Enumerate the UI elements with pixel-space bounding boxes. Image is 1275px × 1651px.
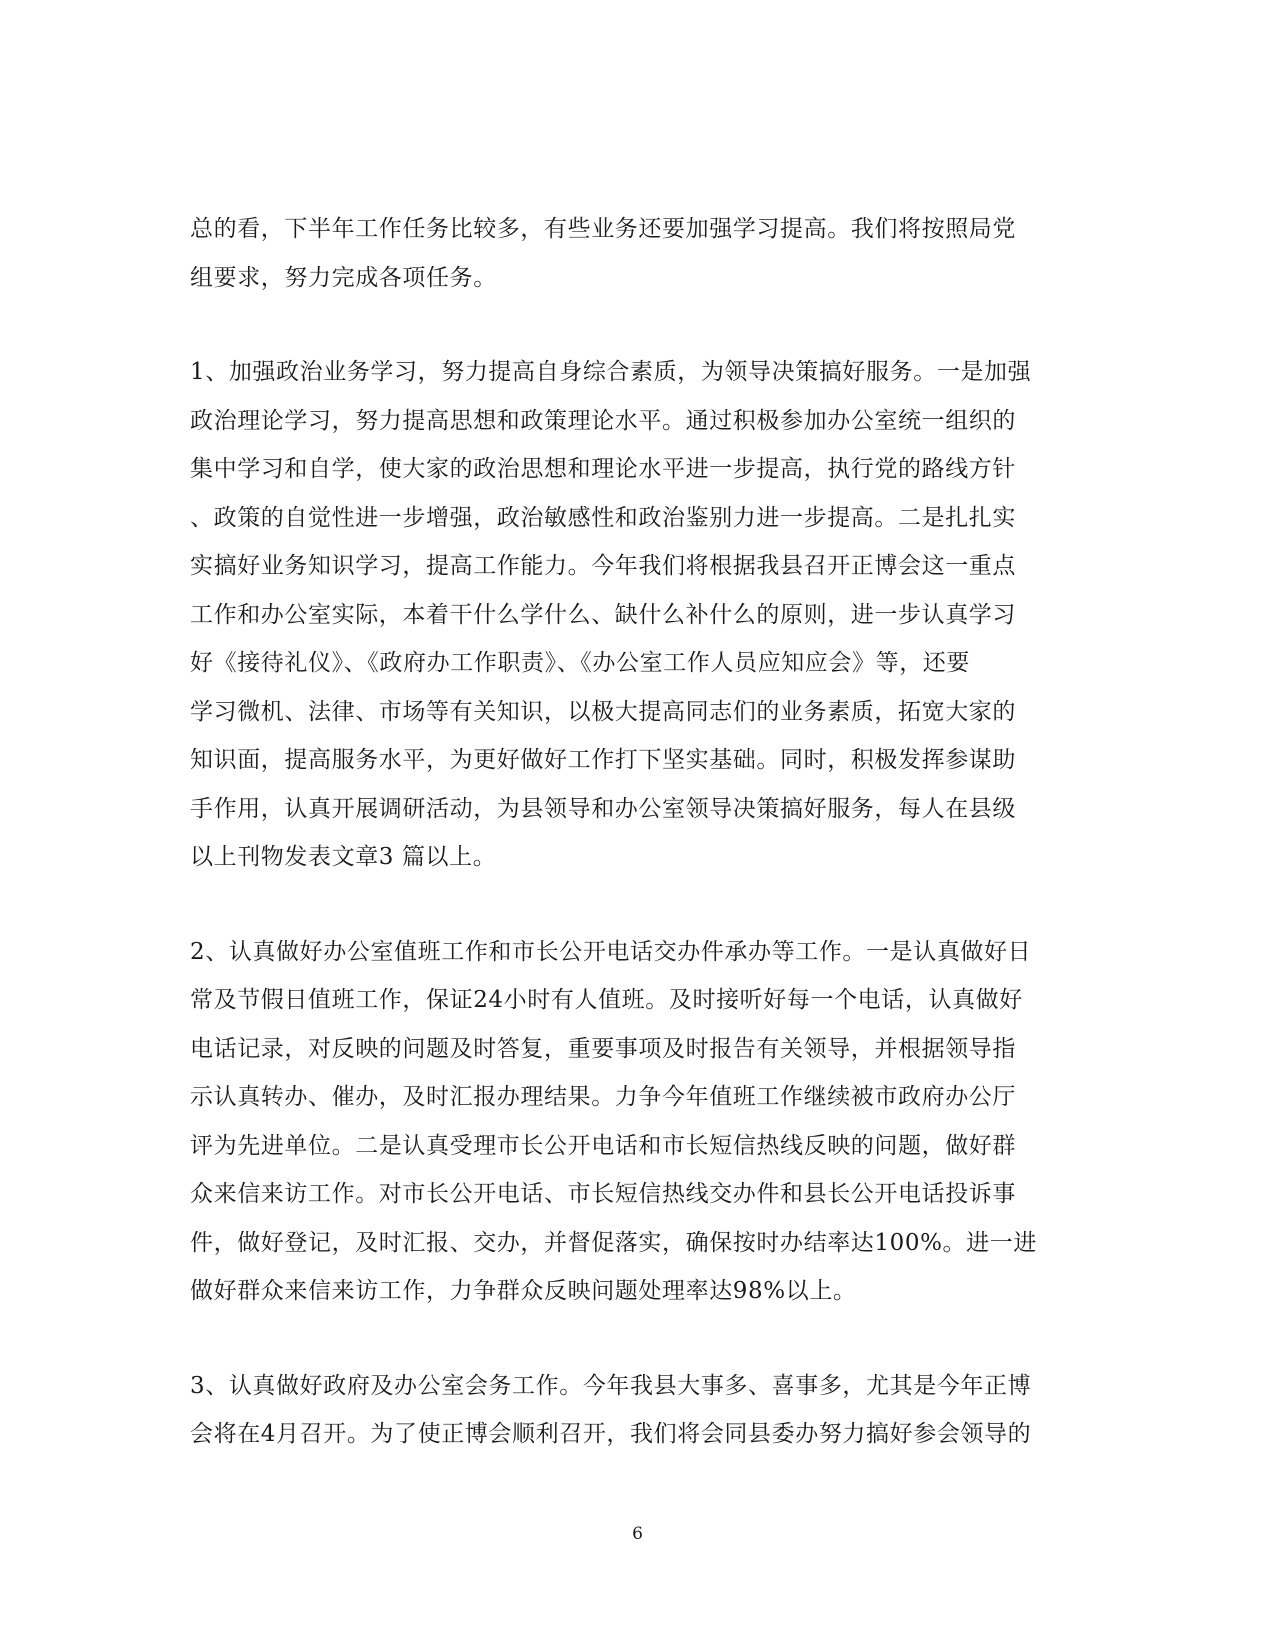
paragraph-item-2 bbox=[190, 928, 1090, 1316]
text-line: 会将在4月召开。为了使正博会顺利召开，我们将会同县委办努力搞好参会领导的 bbox=[190, 1421, 1032, 1447]
text-line: 常及节假日值班工作，保证24小时有人值班。及时接听好每一个电话，认真做好 bbox=[190, 987, 1023, 1013]
text-line: 以上刊物发表文章3 篇以上。 bbox=[190, 844, 497, 870]
text-line: 组要求，努力完成各项任务。 bbox=[190, 264, 497, 291]
text-line: 好《接待礼仪》、《政府办工作职责》、《办公室工作人员应知应会》等，还要 bbox=[190, 650, 970, 676]
text-line: 2、认真做好办公室值班工作和市长公开电话交办件承办等工作。一是认真做好日 bbox=[190, 938, 1032, 965]
text-line: 1、加强政治业务学习，努力提高自身综合素质，为领导决策搞好服务。一是加强 bbox=[190, 359, 1032, 385]
text-line: 集中学习和自学，使大家的政治思想和理论水平进一步提高，执行党的路线方针 bbox=[190, 456, 1016, 482]
text-line: 电话记录，对反映的问题及时答复，重要事项及时报告有关领导，并根据领导指 bbox=[190, 1035, 1016, 1062]
text-line: 3、认真做好政府及办公室会务工作。今年我县大事多、喜事多，尤其是今年正博 bbox=[190, 1372, 1032, 1399]
text-line: 知识面，提高服务水平，为更好做好工作打下坚实基础。同时，积极发挥参谋助 bbox=[190, 747, 1016, 773]
text-line: 工作和办公室实际，本着干什么学什么、缺什么补什么的原则，进一步认真学习 bbox=[190, 601, 1016, 628]
paragraph-item-1 bbox=[190, 348, 1090, 882]
text-line: 做好群众来信来访工作，力争群众反映问题处理率达98%以上。 bbox=[190, 1278, 857, 1304]
document-body bbox=[190, 205, 1090, 1505]
text-line: 学习微机、法律、市场等有关知识，以极大提高同志们的业务素质，拓宽大家的 bbox=[190, 698, 1016, 725]
paragraph-item-3 bbox=[190, 1362, 1090, 1459]
text-line: 评为先进单位。二是认真受理市长公开电话和市长短信热线反映的问题，做好群 bbox=[190, 1132, 1016, 1159]
text-line: 、政策的自觉性进一步增强，政治敏感性和政治鉴别力进一步提高。二是扎扎实 bbox=[190, 504, 1016, 531]
text-line: 件，做好登记，及时汇报、交办，并督促落实，确保按时办结率达100%。进一进 bbox=[190, 1229, 1037, 1256]
text-line: 总的看，下半年工作任务比较多，有些业务还要加强学习提高。我们将按照局党 bbox=[190, 216, 1016, 242]
page-number: 6 bbox=[632, 1524, 643, 1544]
paragraph-summary bbox=[190, 205, 1090, 302]
text-line: 政治理论学习，努力提高思想和政策理论水平。通过积极参加办公室统一组织的 bbox=[190, 407, 1016, 434]
text-line: 手作用，认真开展调研活动，为县领导和办公室领导决策搞好服务，每人在县级 bbox=[190, 795, 1016, 822]
text-line: 众来信来访工作。对市长公开电话、市长短信热线交办件和县长公开电话投诉事 bbox=[190, 1181, 1016, 1207]
text-line: 实搞好业务知识学习，提高工作能力。今年我们将根据我县召开正博会这一重点 bbox=[190, 553, 1016, 579]
text-line: 示认真转办、催办，及时汇报办理结果。力争今年值班工作继续被市政府办公厅 bbox=[190, 1084, 1016, 1110]
